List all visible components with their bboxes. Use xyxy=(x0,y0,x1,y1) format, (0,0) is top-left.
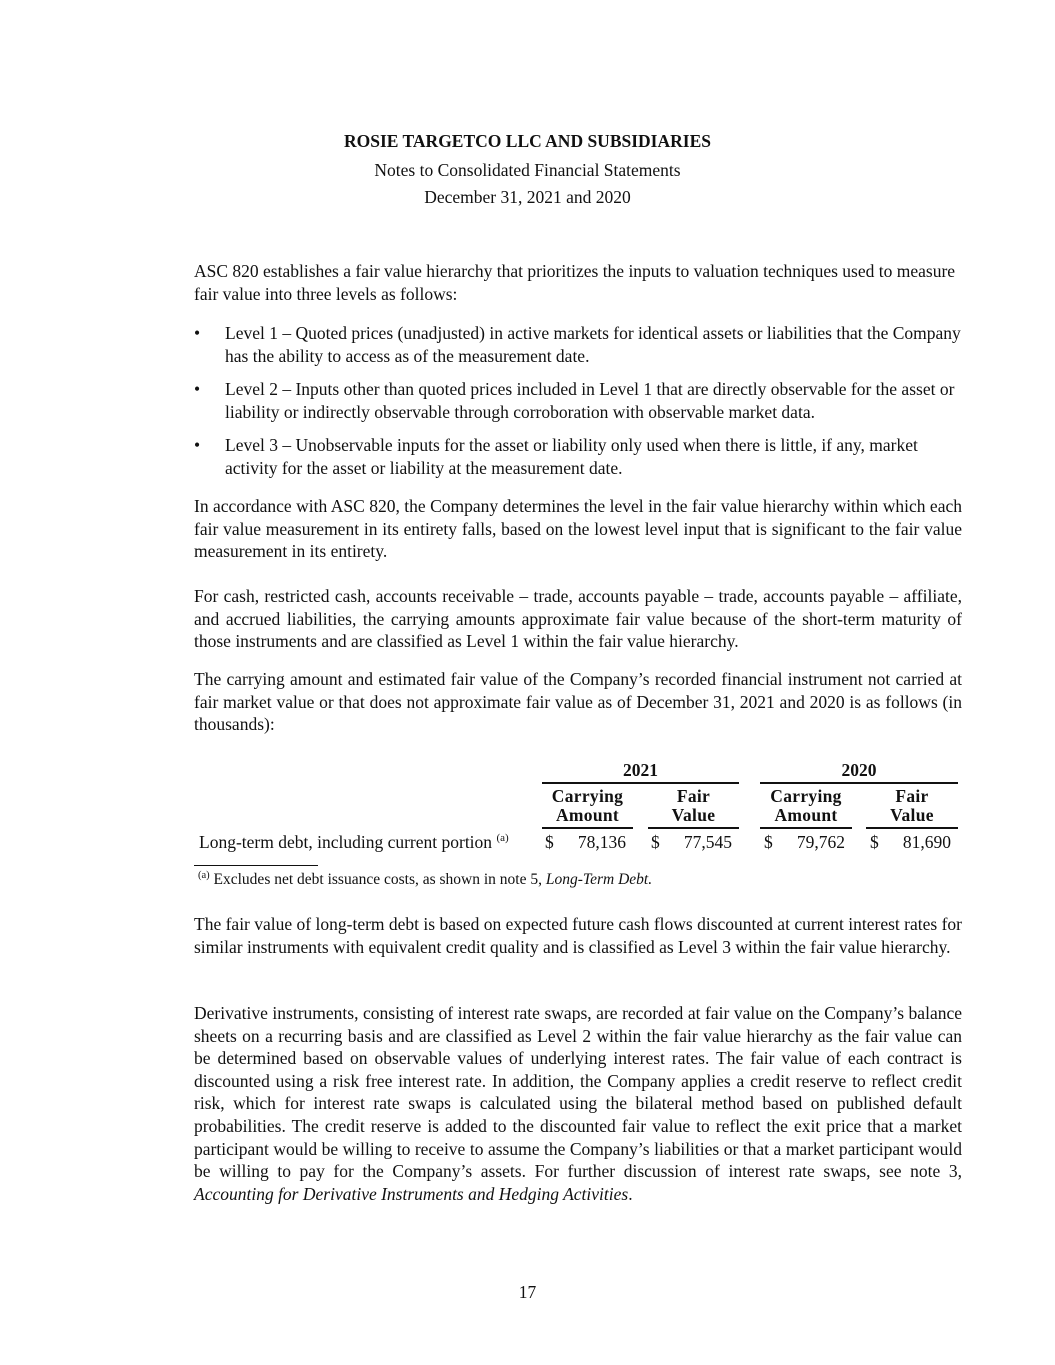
cash-paragraph: For cash, restricted cash, accounts receivable – trade, accounts payable – trade, accounts payable – affiliate, and accrued liabilities, the carrying amounts approximate fair value because of the short-term maturity of those instruments and are classified as Level 1 within the fair value hierarchy. xyxy=(194,586,962,652)
column-rule xyxy=(542,827,633,829)
bullet-icon: • xyxy=(194,379,201,399)
bullet-icon: • xyxy=(194,323,201,343)
column-header-fair-2021: Fair Value xyxy=(671,786,716,825)
year-header-2020: 2020 xyxy=(841,760,877,780)
footnote-divider xyxy=(194,865,318,866)
column-rule xyxy=(866,827,958,829)
level-3-text: Level 3 – Unobservable inputs for the asset or liability only used when there is little, if any, market activity for the asset or liability at the measurement date. xyxy=(225,435,918,478)
table-row-label: Long-term debt, including current portion $^{(a)}$ xyxy=(199,832,509,852)
column-header-carrying-2020: Carrying Amount xyxy=(770,786,842,825)
year-header-2021: 2021 xyxy=(623,760,658,780)
intro-paragraph: ASC 820 establishes a fair value hierarchy that prioritizes the inputs to valuation techniques used to measure fair value into three levels as follows: xyxy=(194,261,956,304)
document-page: ROSIE TARGETCO LLC AND SUBSIDIARIES Notes to Consolidated Financial Statements December 31, 2021 and 2020 ASC 820 establishes a fair value hierarchy that prioritizes the inputs to valuation techniques used to measure fair value into three levels as follows: • Level 1 – Quoted prices (unadjusted) in active markets for identical assets or liabilities that the Company has the ability to access as of the measurement date. • Level 2 – Inputs other than quoted prices included in Level 1 that are directly observable for the asset or liability or indirectly observable through corroboration with observable market data. • Level 3 – Unobservable inputs for the asset or liability only used when there is little, if any, market activity for the asset or liability at the measurement date. In accordance with ASC 820, the Company determines the level in the fair value hierarchy within which each fair value measurement in its entirety falls, based on the lowest level input that is significant to the fair value measurement in its entirety. For cash, restricted cash, accounts receivable – trade, accounts payable – trade, accounts payable – affiliate, and accrued liabilities, the carrying amounts approximate fair value because of the short-term maturity of those instruments and are classified as Level 1 within the fair value hierarchy. The carrying amount and estimated fair value of the Company’s recorded financial instrument not carried at fair market value or that does not approximate fair value as of December 31, 2021 and 2020 is as follows (in thousands): 2021 2020 Carrying Amount Fair Value Carrying Amount Fair Value Long-term debt, including current portion $^{(a)}$ $ 78,136 $ 77,545 $ 79,762 $ 81,690 $^{(a)}$ Excludes net debt issuance costs, as shown in note 5, Long-Term Debt. The fair value of long-term debt is based on expected future cash flows discounted at current interest rates for similar instruments with equivalent credit quality and is classified as Level 3 within the fair value hierarchy. Derivative instruments, consisting of interest rate swaps, are recorded at fair value on the Company’s balance sheets on a recurring basis and are classified as Level 2 within the fair value hierarchy as the fair value can be determined based on observable values of underlying interest rates. The fair value of each contract is discounted using a risk free interest rate. In addition, the Company applies a credit reserve to reflect credit risk, which for interest rate swaps is calculated using the bilateral method based on published default probabilities. The credit reserve is added to the discounted fair value to reflect the exit price that a market participant would be willing to receive to assume the Company’s liabilities or that a market participant would be willing to pay for the Company’s assets. For further discussion of interest rate swaps, see note 3, Accounting for Derivative Instruments and Hedging Activities. 17 xyxy=(0,0,1055,1365)
column-rule xyxy=(648,827,739,829)
table-intro-paragraph: The carrying amount and estimated fair value of the Company’s recorded financial instrument not carried at fair market value or that does not approximate fair value as of December 31, 2021 and 2020 is as follows (in thousands): xyxy=(194,669,962,735)
debt-fair-value-paragraph: The fair value of long-term debt is based on expected future cash flows discounted at current interest rates for similar instruments with equivalent credit quality and is classified as Level 3 within the fair value hierarchy. xyxy=(194,914,962,957)
year-rule-2021 xyxy=(542,782,739,784)
column-header-carrying-2021: Carrying Amount xyxy=(551,786,624,825)
footnote-marker: (a) xyxy=(496,832,509,844)
level-2-text: Level 2 – Inputs other than quoted prices included in Level 1 that are directly observable for the asset or liability or indirectly observable through corroboration with observable market data. xyxy=(225,379,955,422)
column-rule xyxy=(760,827,852,829)
level-1-text: Level 1 – Quoted prices (unadjusted) in active markets for identical assets or liabilities that the Company has the ability to access as of the measurement date. xyxy=(225,323,961,366)
determination-paragraph: In accordance with ASC 820, the Company determines the level in the fair value hierarchy within which each fair value measurement in its entirety falls, based on the lowest level input that is significant to the fair value measurement in its entirety. xyxy=(194,496,962,562)
derivatives-paragraph: Derivative instruments, consisting of interest rate swaps, are recorded at fair value on the Company’s balance sheets on a recurring basis and are classified as Level 2 within the fair value hierarchy as the fair value can be determined based on observable values of underlying interest rates. The fair value of each contract is discounted using a risk free interest rate. In addition, the Company applies a credit reserve to reflect credit risk, which for interest rate swaps is calculated using the bilateral method based on published default probabilities. The credit reserve is added to the discounted fair value to reflect the exit price that a market participant would be willing to receive to assume the Company’s liabilities or that a market participant would be willing to pay for the Company’s assets. For further discussion of interest rate swaps, see note 3, Accounting for Derivative Instruments and Hedging Activities. xyxy=(194,1003,962,1204)
column-header-fair-2020: Fair Value xyxy=(890,786,934,825)
table-footnote: $^{(a)}$ Excludes net debt issuance costs, as shown in note 5, Long-Term Debt. xyxy=(198,870,653,888)
page-number: 17 xyxy=(518,1282,537,1302)
document-date: December 31, 2021 and 2020 xyxy=(424,187,631,207)
footnote-marker: (a) xyxy=(198,870,210,881)
company-name: ROSIE TARGETCO LLC AND SUBSIDIARIES xyxy=(344,131,711,151)
document-subtitle: Notes to Consolidated Financial Statements xyxy=(374,160,681,180)
bullet-icon: • xyxy=(194,435,201,455)
year-rule-2020 xyxy=(760,782,958,784)
